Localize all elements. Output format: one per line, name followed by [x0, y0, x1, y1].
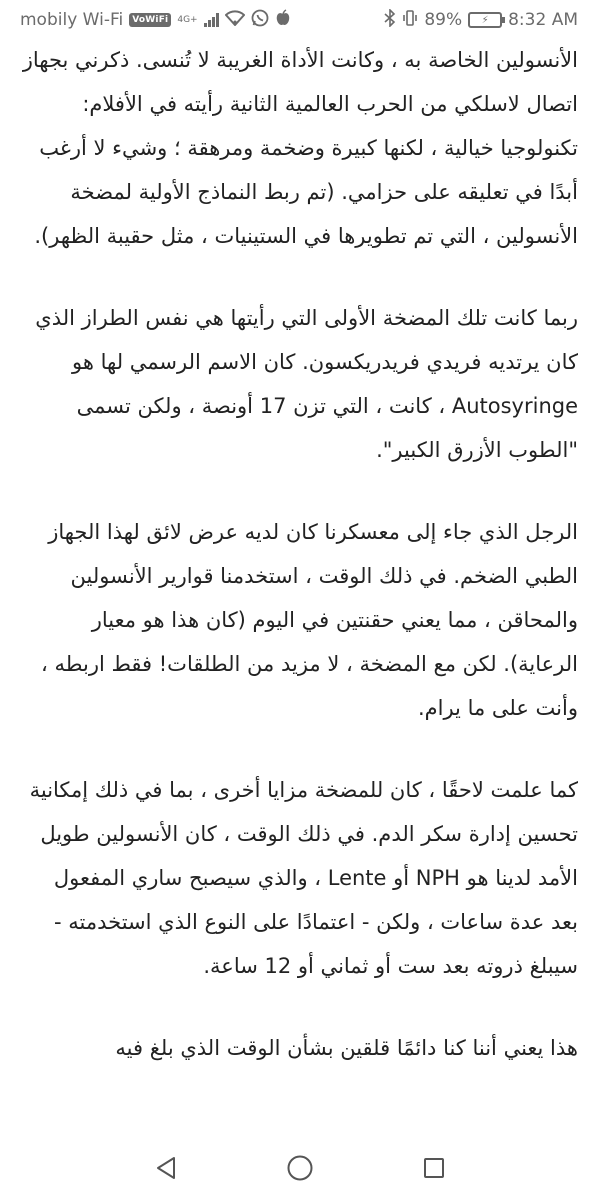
vibrate-icon — [402, 9, 418, 32]
article-paragraph: هذا يعني أننا كنا دائمًا قلقين بشأن الوقت الذي بلغ فيه — [115, 1036, 578, 1060]
network-type: 4G+ — [177, 14, 198, 25]
article-paragraph: الأنسولين الخاصة به ، وكانت الأداة الغريبة لا تُنسى. ذكرني بجهاز اتصال لاسلكي من الحرب العالمية الثانية رأيته في الأفلام: تكنولوجيا خيالية ، لكنها كبيرة وضخمة ومرهقة ؛ وشيء لا أرغب أبدًا في تعليقه على حزامي. (تم ربط النماذج الأولية لمضخة الأنسولين ، التي تم تطويرها في الستينيات ، مثل حقيبة الظهر). — [22, 48, 578, 248]
article-paragraph: ربما كانت تلك المضخة الأولى التي رأيتها هي نفس الطراز الذي كان يرتديه فريدي فريدريكسون. كان الاسم الرسمي لها هو Autosyringe ، كانت ، التي تزن 17 أونصة ، ولكن تسمى "الطوب الأزرق الكبير". — [35, 306, 578, 462]
navigation-bar — [0, 1136, 600, 1200]
recents-button[interactable] — [417, 1151, 451, 1185]
recents-icon — [422, 1156, 446, 1180]
clock-time: 8:32 AM — [508, 10, 578, 30]
wifi-icon — [225, 10, 245, 31]
apple-icon — [275, 9, 291, 32]
status-right — [384, 9, 578, 32]
status-left — [20, 9, 291, 32]
status-bar — [0, 0, 600, 40]
home-button[interactable] — [283, 1151, 317, 1185]
signal-icon — [204, 13, 219, 27]
home-icon — [286, 1154, 314, 1182]
battery-charging-icon: ⚡ — [468, 12, 502, 28]
back-button[interactable] — [149, 1151, 183, 1185]
back-icon — [154, 1155, 178, 1181]
article-body — [22, 38, 578, 1070]
article-paragraph: كما علمت لاحقًا ، كان للمضخة مزايا أخرى ، بما في ذلك إمكانية تحسين إدارة سكر الدم. في ذلك الوقت ، كان الأنسولين طويل الأمد لدينا هو NPH أو Lente ، والذي سيصبح ساري المفعول بعد عدة ساعات ، ولكن - اعتمادًا على النوع الذي استخدمته - سيبلغ ذروته بعد ست أو ثماني أو 12 ساعة. — [29, 778, 578, 978]
carrier-name: mobily Wi-Fi — [20, 10, 124, 30]
bluetooth-icon — [384, 9, 396, 32]
whatsapp-icon — [251, 9, 269, 32]
battery-percent: 89% — [424, 10, 463, 30]
article-paragraph: الرجل الذي جاء إلى معسكرنا كان لديه عرض لائق لهذا الجهاز الطبي الضخم. في ذلك الوقت ، استخدمنا قوارير الأنسولين والمحاقن ، مما يعني حقنتين في اليوم (كان هذا هو معيار الرعاية). لكن مع المضخة ، لا مزيد من الطلقات! فقط اربطه ، وأنت على ما يرام. — [41, 520, 578, 720]
article-viewport[interactable] — [22, 38, 578, 1130]
vowifi-badge: VoWiFi — [129, 13, 171, 27]
